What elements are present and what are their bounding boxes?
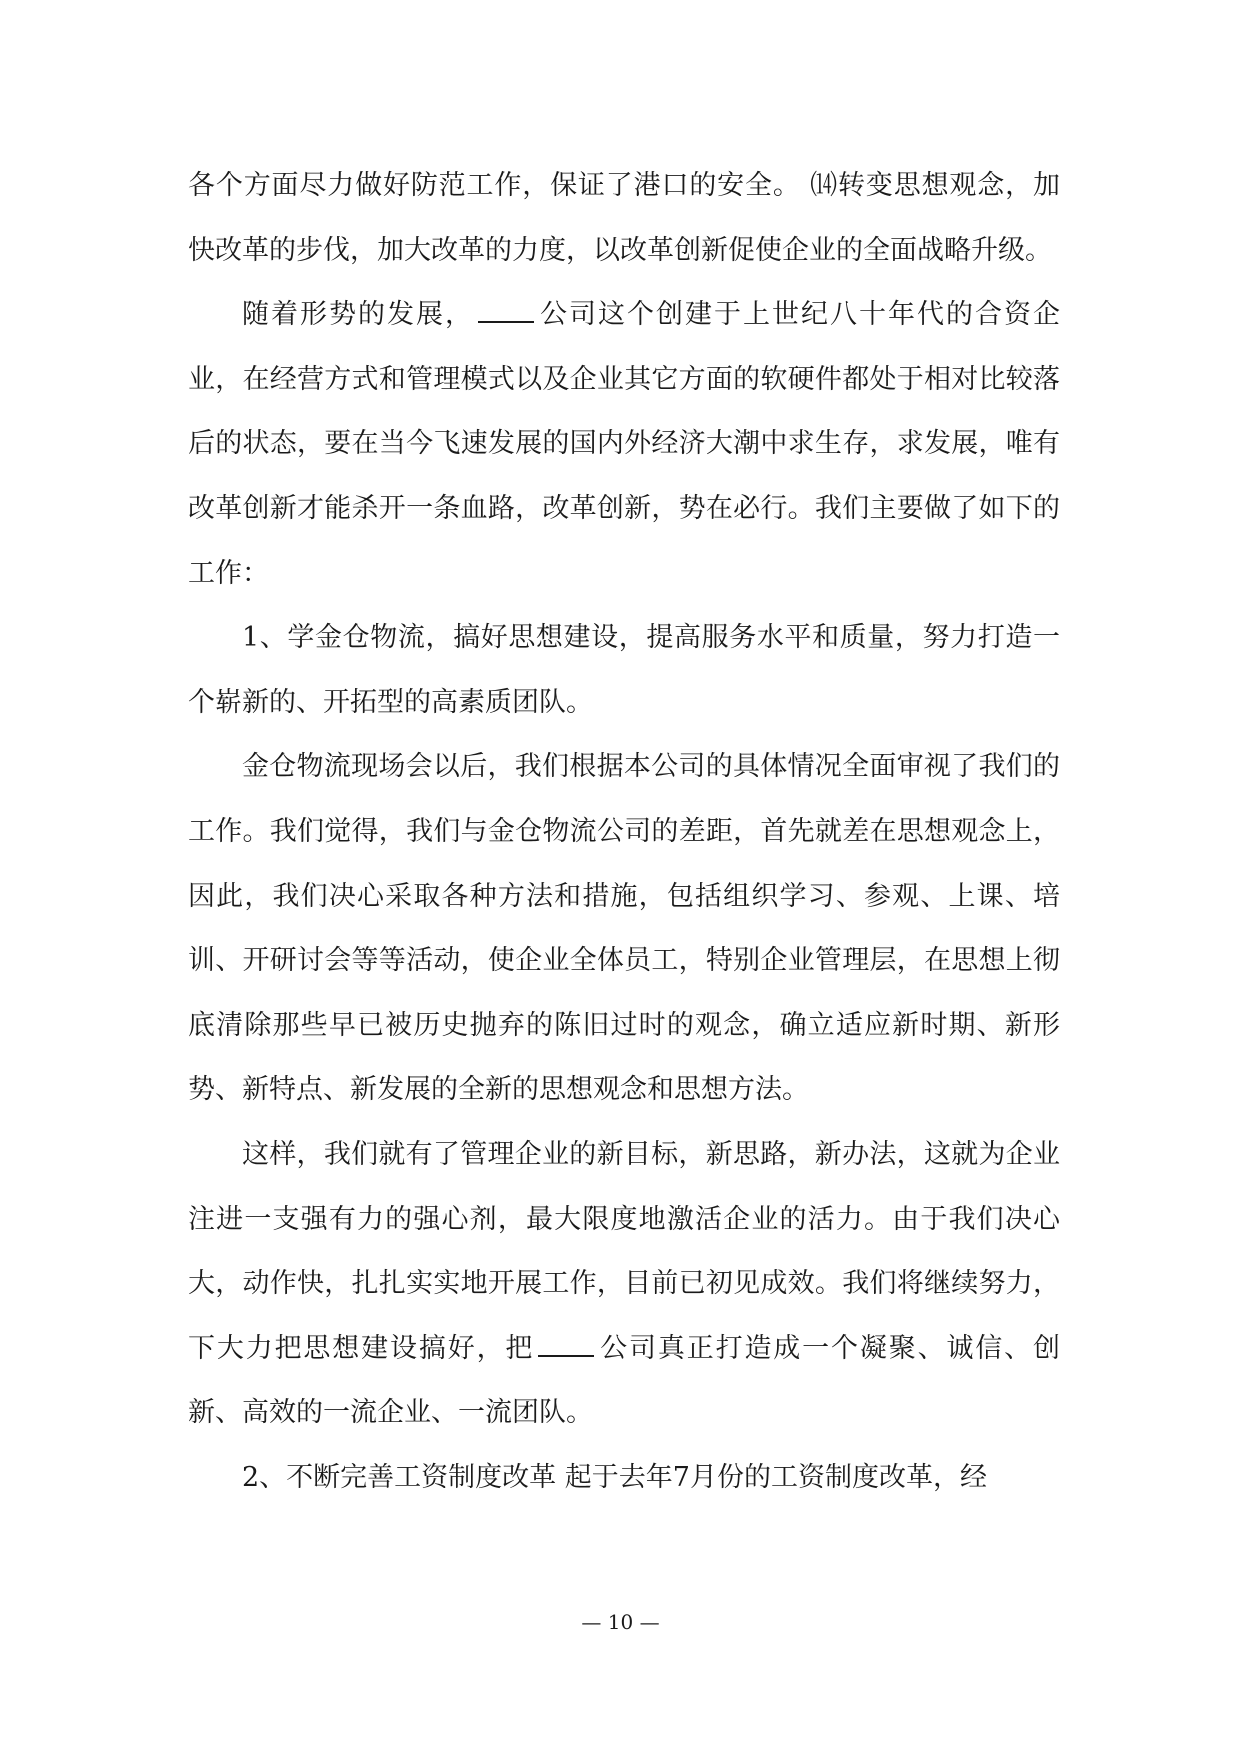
paragraph-text: 金仓物流现场会以后，我们根据本公司的具体情况全面审视了我们的工作。我们觉得，我们与金仓物流公司的差距，首先就差在思想观念上，因此，我们决心采取各种方法和措施，包括组织学习、参观、上课、培训、开研讨会等等活动，使企业全体员工，特别企业管理层，在思想上彻底清除那些早已被历史抛弃的陈旧过时的观念，确立适应新时期、新形势、新特点、新发展的全新的思想观念和思想方法。 xyxy=(188,751,1060,1106)
paragraph-6 xyxy=(188,1446,1060,1511)
paragraph-1 xyxy=(188,154,1060,283)
paragraph-text: 各个方面尽力做好防范工作，保证了港口的安全。 ⒁转变思想观念，加快改革的步伐，加大改革的力度，以改革创新促使企业的全面战略升级。 xyxy=(188,170,1060,266)
paragraph-text: 1、学金仓物流，搞好思想建设，提高服务水平和质量，努力打造一个崭新的、开拓型的高素质团队。 xyxy=(188,622,1060,718)
paragraph-4 xyxy=(188,735,1060,1123)
paragraph-5 xyxy=(188,1123,1060,1446)
document-body xyxy=(188,154,1060,1510)
paragraph-text: 随着形势的发展， xyxy=(242,299,474,331)
fill-in-blank xyxy=(478,299,534,323)
page-number: — 10 — xyxy=(581,1610,660,1634)
fill-in-blank xyxy=(538,1333,594,1357)
paragraph-3 xyxy=(188,606,1060,735)
paragraph-2 xyxy=(188,283,1060,606)
paragraph-text: 公司这个创建于上世纪八十年代的合资企业，在经营方式和管理模式以及企业其它方面的软硬件都处于相对比较落后的状态，要在当今飞速发展的国内外经济大潮中求生存，求发展，唯有改革创新才能杀开一条血路，改革创新，势在必行。我们主要做了如下的工作： xyxy=(188,299,1060,589)
paragraph-text: 2、不断完善工资制度改革 起于去年7月份的工资制度改革，经 xyxy=(242,1461,987,1493)
paragraph-text: 这样，我们就有了管理企业的新目标，新思路，新办法，这就为企业注进一支强有力的强心剂，最大限度地激活企业的活力。由于我们决心大，动作快，扎扎实实地开展工作，目前已初见成效。我们将继续努力，下大力把思想建设搞好，把 xyxy=(188,1138,1060,1364)
paragraph-text: 公司真正打造成一个凝聚、诚信、创新、高效的一流企业、一流团队。 xyxy=(188,1332,1061,1429)
